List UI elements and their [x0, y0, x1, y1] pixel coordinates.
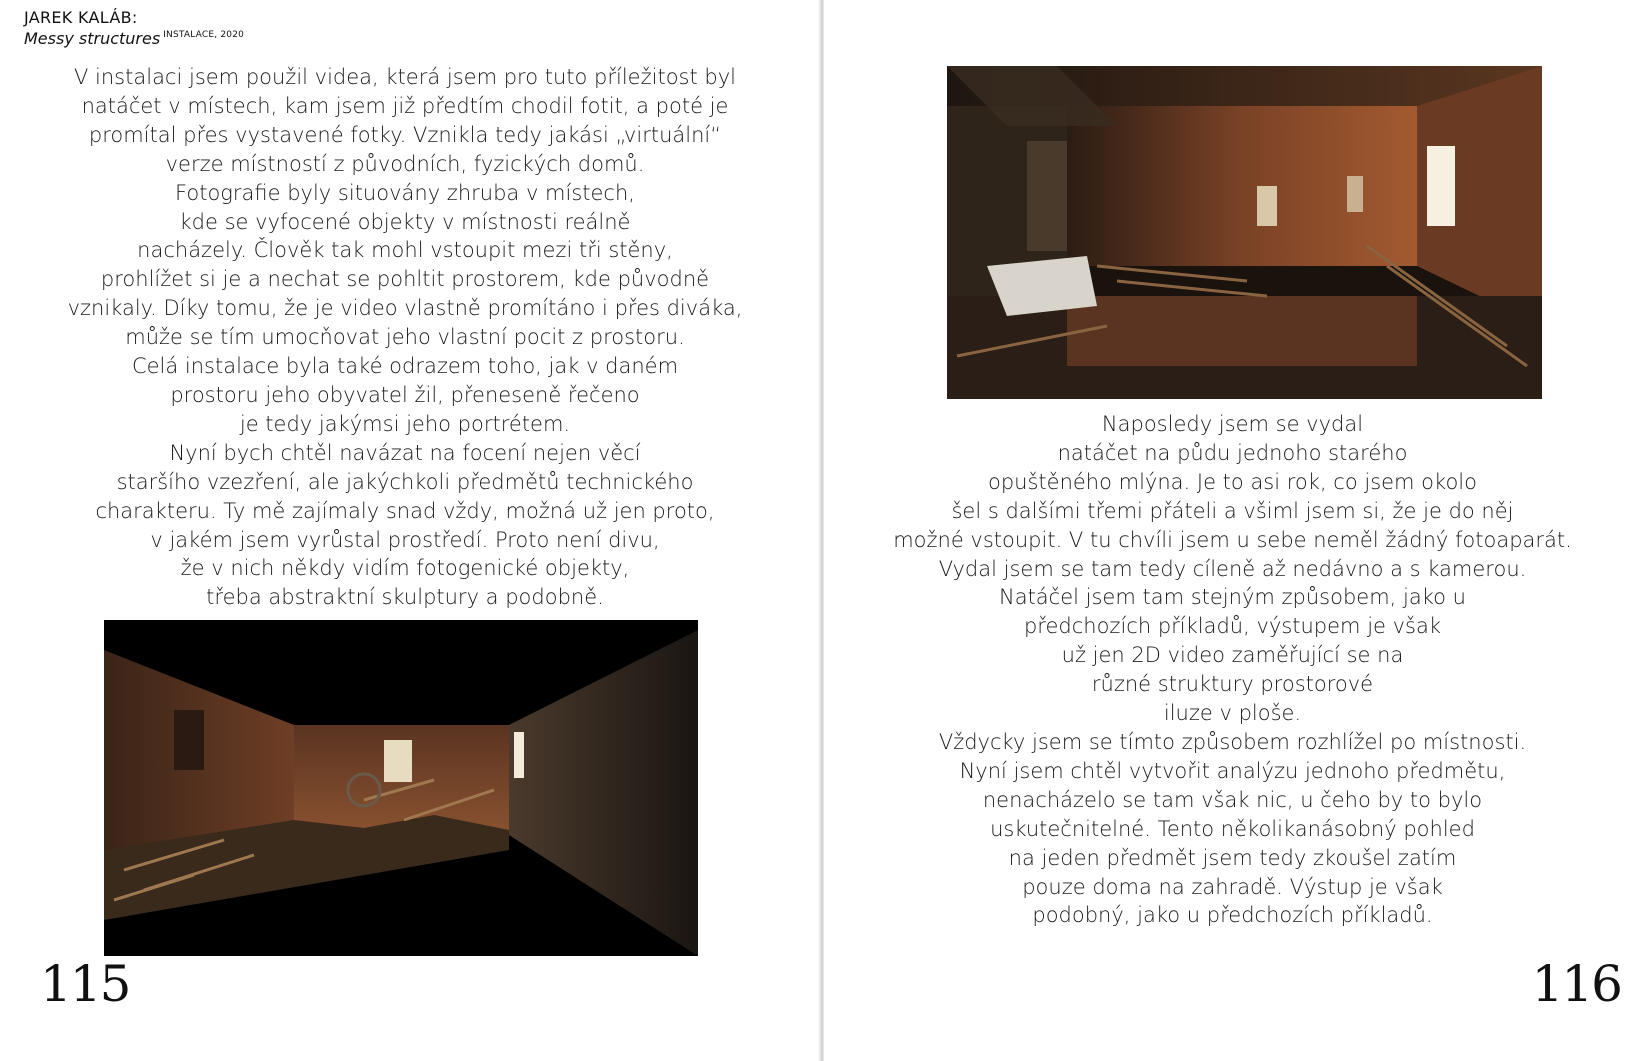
text-line: natáčet v místech, kam jsem již předtím chodil fotit, a poté je: [81, 93, 729, 118]
text-line: prostoru jeho obyvatel žil, přeneseně řečeno: [170, 382, 640, 407]
work-title-text: Messy structures: [24, 29, 161, 48]
text-line: různé struktury prostorové: [1091, 672, 1374, 697]
right-page: [824, 0, 1641, 1061]
text-line: verze místností z původních, fyzických domů.: [165, 151, 645, 176]
text-line: prohlížet si je a nechat se pohltit prostorem, kde původně: [100, 267, 710, 292]
text-line: Natáčel jsem tam stejným způsobem, jako u: [999, 585, 1466, 610]
work-title: [24, 29, 244, 48]
text-line: natáčet na půdu jednoho starého: [1057, 440, 1408, 465]
text-line: vznikaly. Díky tomu, že je video vlastně promítáno i přes diváka,: [67, 296, 743, 321]
text-line: už jen 2D video zaměřující se na: [1061, 643, 1404, 668]
text-line: nenacházelo se tam však nic, u čeho by to bylo: [982, 787, 1483, 812]
installation-photo-graphic: [104, 620, 698, 956]
text-line: V instalaci jsem použil videa, která jsem pro tuto příležitost byl: [74, 65, 736, 89]
text-line: možné vstoupit. V tu chvíli jsem u sebe neměl žádný fotoaparát.: [893, 527, 1572, 552]
text-line: v jakém jsem vyrůstal prostředí. Proto není divu,: [150, 527, 660, 552]
right-body-text: [824, 410, 1641, 930]
text-line: opuštěného mlýna. Je to asi rok, co jsem okolo: [988, 469, 1477, 494]
text-line: Vždycky jsem se tímto způsobem rozhlížel po místnosti.: [938, 729, 1527, 754]
text-line: je tedy jakýmsi jeho portrétem.: [239, 411, 571, 436]
text-line: Nyní bych chtěl navázat na focení nejen věcí: [169, 440, 641, 465]
text-line: promítal přes vystavené fotky. Vznikla tedy jakási „virtuální“: [88, 122, 722, 147]
text-line: na jeden předmět jsem tedy zkoušel zatím: [1008, 845, 1457, 870]
text-line: Naposledy jsem se vydal: [1101, 412, 1364, 436]
text-line: staršího vzezření, ale jakýchkoli předmětů technického: [116, 469, 694, 494]
text-line: šel s dalšími třemi přáteli a všiml jsem si, že je do něj: [951, 498, 1514, 523]
text-line: třeba abstraktní skulptury a podobně.: [206, 585, 604, 610]
left-body-text: [20, 63, 790, 612]
mill-attic-photo: [947, 66, 1542, 399]
text-line: Nyní jsem chtěl vytvořit analýzu jednoho předmětu,: [959, 758, 1506, 783]
text-line: iluze v ploše.: [1163, 701, 1302, 726]
text-line: charakteru. Ty mě zajímaly snad vždy, možná už jen proto,: [95, 498, 715, 523]
text-line: nacházely. Člověk tak mohl vstoupit mezi tři stěny,: [137, 238, 673, 263]
text-line: Vydal jsem se tam tedy cíleně až nedávno a s kamerou.: [938, 556, 1527, 581]
text-line: podobný, jako u předchozích příkladů.: [1032, 903, 1433, 928]
text-line: že v nich někdy vidím fotogenické objekty,: [180, 556, 630, 581]
installation-photo: [104, 620, 698, 956]
page-number-left: 115: [40, 955, 130, 1013]
text-line: pouze doma na zahradě. Výstup je však: [1022, 874, 1443, 899]
text-line: uskutečnitelné. Tento několikanásobný pohled: [990, 816, 1475, 841]
text-line: předchozích příkladů, výstupem je však: [1023, 614, 1442, 639]
text-line: Fotografie byly situovány zhruba v místech,: [175, 180, 635, 205]
text-line: Celá instalace byla také odrazem toho, jak v daném: [131, 354, 679, 379]
work-meta: INSTALACE, 2020: [163, 30, 245, 40]
author-name: JAREK KALÁB:: [24, 8, 138, 27]
text-line: kde se vyfocené objekty v místnosti reálně: [179, 209, 631, 234]
text-line: může se tím umocňovat jeho vlastní pocit z prostoru.: [125, 325, 685, 350]
page-number-right: 116: [1531, 955, 1621, 1013]
mill-attic-photo-graphic: [947, 66, 1542, 399]
